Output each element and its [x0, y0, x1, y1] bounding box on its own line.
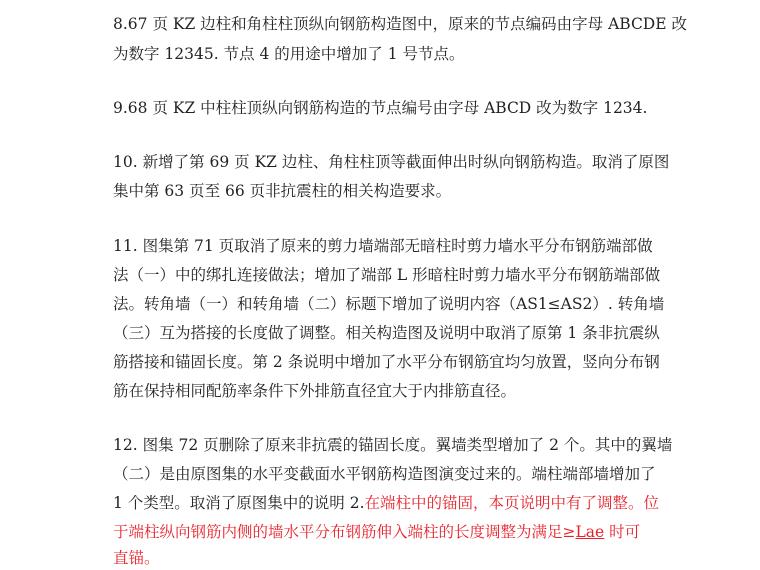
highlighted-text-run: 时可 — [604, 523, 641, 541]
paragraph-12-line-3 — [113, 491, 659, 515]
paragraph-11-line-4 — [113, 321, 660, 345]
highlighted-text-run: 在端柱中的锚固，本页说明中有了调整。位 — [364, 494, 660, 512]
paragraph-12-line-2 — [113, 462, 656, 486]
paragraph-12-line-1 — [113, 433, 672, 457]
paragraph-9-line-1 — [113, 96, 647, 120]
paragraph-11-line-6 — [113, 379, 516, 403]
highlighted-text-run: 直锚。 — [113, 549, 160, 567]
text-run: （二）是由原图集的水平变截面水平钢筋构造图演变过来的。端柱端部墙增加了 — [113, 465, 656, 483]
text-run: 筋搭接和锚固长度。第 2 条说明中增加了水平分布钢筋宜均匀放置，竖向分布钢 — [113, 353, 660, 371]
text-run: 为数字 12345. 节点 4 的用途中增加了 1 号节点。 — [113, 45, 465, 63]
paragraph-8-line-1 — [113, 12, 687, 36]
text-run: 9.68 页 KZ 中柱柱顶纵向钢筋构造的节点编号由字母 ABCD 改为数字 1234. — [113, 99, 648, 117]
paragraph-8-line-2 — [113, 42, 465, 66]
text-run: 11. 图集第 71 页取消了原来的剪力墙端部无暗柱时剪力墙水平分布钢筋端部做 — [113, 237, 653, 255]
text-run: 集中第 63 页至 66 页非抗震柱的相关构造要求。 — [113, 182, 452, 200]
text-run: （三）互为搭接的长度做了调整。相关构造图及说明中取消了原第 1 条非抗震纵 — [113, 324, 660, 342]
paragraph-10-line-1 — [113, 150, 669, 174]
underlined-lae-term: Lae — [575, 523, 605, 541]
paragraph-11-line-5 — [113, 350, 660, 374]
text-run: 12. 图集 72 页删除了原来非抗震的锚固长度。翼墙类型增加了 2 个。其中的翼墙 — [113, 436, 673, 454]
paragraph-11-line-1 — [113, 234, 653, 258]
text-run: 筋在保持相同配筋率条件下外排筋直径宜大于内排筋直径。 — [113, 382, 517, 400]
paragraph-10-line-2 — [113, 179, 451, 203]
text-run: 10. 新增了第 69 页 KZ 边柱、角柱柱顶等截面伸出时纵向钢筋构造。取消了原图 — [113, 153, 670, 171]
text-run: 法（一）中的绑扎连接做法；增加了端部 L 形暗柱时剪力墙水平分布钢筋端部做 — [113, 266, 661, 284]
text-run: 1 个类型。取消了原图集中的说明 2. — [113, 494, 365, 512]
highlighted-text-run: 于端柱纵向钢筋内侧的墙水平分布钢筋伸入端柱的长度调整为满足≥ — [113, 523, 576, 541]
text-run: 法。转角墙（一）和转角墙（二）标题下增加了说明内容（AS1≤AS2）. 转角墙 — [113, 295, 665, 313]
paragraph-11-line-2 — [113, 263, 660, 287]
text-run: 8.67 页 KZ 边柱和角柱柱顶纵向钢筋构造图中，原来的节点编码由字母 ABCDE 改 — [113, 15, 687, 33]
paragraph-12-line-5 — [113, 546, 160, 570]
paragraph-11-line-3 — [113, 292, 664, 316]
paragraph-12-line-4 — [113, 520, 640, 544]
